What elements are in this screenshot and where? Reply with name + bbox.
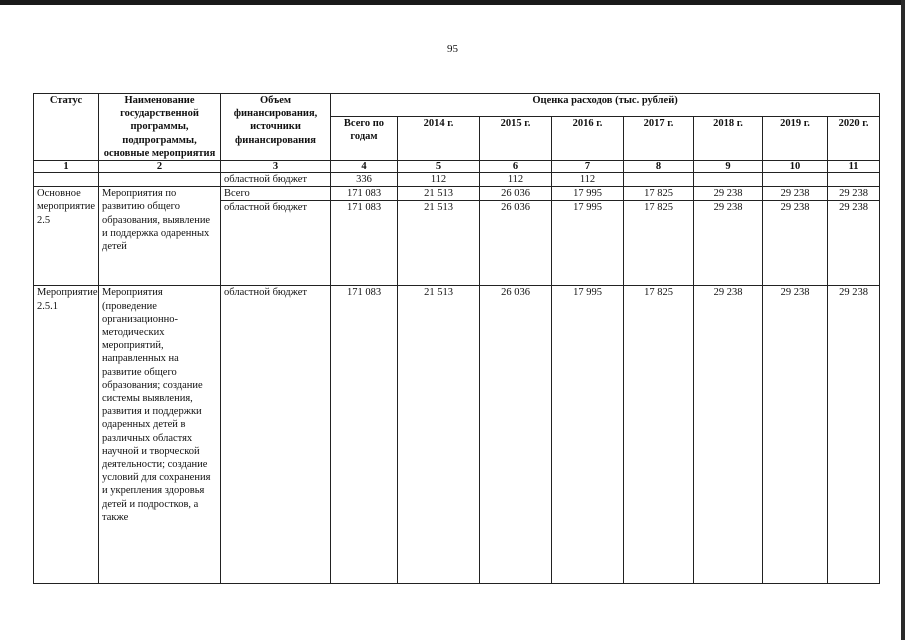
cell-total: 336 bbox=[331, 173, 398, 187]
cell-2017: 17 825 bbox=[624, 201, 694, 286]
cell-2016: 17 995 bbox=[552, 187, 624, 201]
cell-2014: 21 513 bbox=[398, 201, 480, 286]
table-row bbox=[34, 187, 880, 201]
cell-2016: 17 995 bbox=[552, 286, 624, 584]
header-year-2016: 2016 г. bbox=[552, 116, 624, 160]
cell-2020: 29 238 bbox=[828, 201, 880, 286]
scan-top-edge bbox=[0, 0, 905, 5]
cell-2020: 29 238 bbox=[828, 286, 880, 584]
cell-status bbox=[34, 173, 99, 187]
expenditure-table bbox=[33, 93, 880, 584]
header-volume: Объем финансирования, источники финансирования bbox=[221, 94, 331, 161]
header-total: Всего по годам bbox=[331, 116, 398, 160]
header-status: Статус bbox=[34, 94, 99, 161]
cell-2019: 29 238 bbox=[763, 201, 828, 286]
cell-name: Мероприятия (проведение организационно-методических мероприятий, направленных на развитие общего образования; создание системы выявления, развития и поддержки одаренных детей в различных областях научной и творческой деятельности; создание условий для сохранения и укрепления здоровья детей и подростков, а также bbox=[99, 286, 221, 584]
cell-2017: 17 825 bbox=[624, 286, 694, 584]
column-number: 5 bbox=[398, 161, 480, 173]
column-number: 4 bbox=[331, 161, 398, 173]
cell-2019: 29 238 bbox=[763, 187, 828, 201]
header-name: Наименование государственной программы, подпрограммы, основные мероприятия bbox=[99, 94, 221, 161]
cell-2018 bbox=[694, 173, 763, 187]
page-number: 95 bbox=[447, 43, 458, 55]
cell-2015: 26 036 bbox=[480, 201, 552, 286]
cell-2015: 112 bbox=[480, 173, 552, 187]
column-number: 6 bbox=[480, 161, 552, 173]
header-year-2018: 2018 г. bbox=[694, 116, 763, 160]
cell-source: областной бюджет bbox=[221, 201, 331, 286]
cell-2017 bbox=[624, 173, 694, 187]
cell-2017: 17 825 bbox=[624, 187, 694, 201]
cell-total: 171 083 bbox=[331, 187, 398, 201]
column-number: 10 bbox=[763, 161, 828, 173]
cell-status: Мероприятие 2.5.1 bbox=[34, 286, 99, 584]
header-year-2020: 2020 г. bbox=[828, 116, 880, 160]
header-row-1 bbox=[34, 94, 880, 117]
header-year-2015: 2015 г. bbox=[480, 116, 552, 160]
scan-right-edge bbox=[901, 0, 905, 640]
cell-status: Основное мероприятие 2.5 bbox=[34, 187, 99, 286]
header-year-2019: 2019 г. bbox=[763, 116, 828, 160]
cell-2018: 29 238 bbox=[694, 286, 763, 584]
column-number: 1 bbox=[34, 161, 99, 173]
cell-source: Всего bbox=[221, 187, 331, 201]
cell-2018: 29 238 bbox=[694, 187, 763, 201]
cell-name: Мероприятия по развитию общего образования, выявление и поддержка одаренных детей bbox=[99, 187, 221, 286]
cell-2016: 17 995 bbox=[552, 201, 624, 286]
column-number: 3 bbox=[221, 161, 331, 173]
column-number-row bbox=[34, 161, 880, 173]
header-year-2014: 2014 г. bbox=[398, 116, 480, 160]
cell-2018: 29 238 bbox=[694, 201, 763, 286]
cell-2019: 29 238 bbox=[763, 286, 828, 584]
cell-source: областной бюджет bbox=[221, 286, 331, 584]
cell-source: областной бюджет bbox=[221, 173, 331, 187]
cell-name bbox=[99, 173, 221, 187]
cell-total: 171 083 bbox=[331, 286, 398, 584]
cell-2016: 112 bbox=[552, 173, 624, 187]
header-year-2017: 2017 г. bbox=[624, 116, 694, 160]
column-number: 2 bbox=[99, 161, 221, 173]
column-number: 9 bbox=[694, 161, 763, 173]
cell-total: 171 083 bbox=[331, 201, 398, 286]
cell-2019 bbox=[763, 173, 828, 187]
cell-2014: 112 bbox=[398, 173, 480, 187]
column-number: 7 bbox=[552, 161, 624, 173]
table-row bbox=[34, 173, 880, 187]
cell-2020: 29 238 bbox=[828, 187, 880, 201]
header-estimate: Оценка расходов (тыс. рублей) bbox=[331, 94, 880, 117]
cell-2020 bbox=[828, 173, 880, 187]
column-number: 11 bbox=[828, 161, 880, 173]
cell-2015: 26 036 bbox=[480, 187, 552, 201]
cell-2014: 21 513 bbox=[398, 187, 480, 201]
column-number: 8 bbox=[624, 161, 694, 173]
table-row bbox=[34, 286, 880, 584]
cell-2015: 26 036 bbox=[480, 286, 552, 584]
cell-2014: 21 513 bbox=[398, 286, 480, 584]
